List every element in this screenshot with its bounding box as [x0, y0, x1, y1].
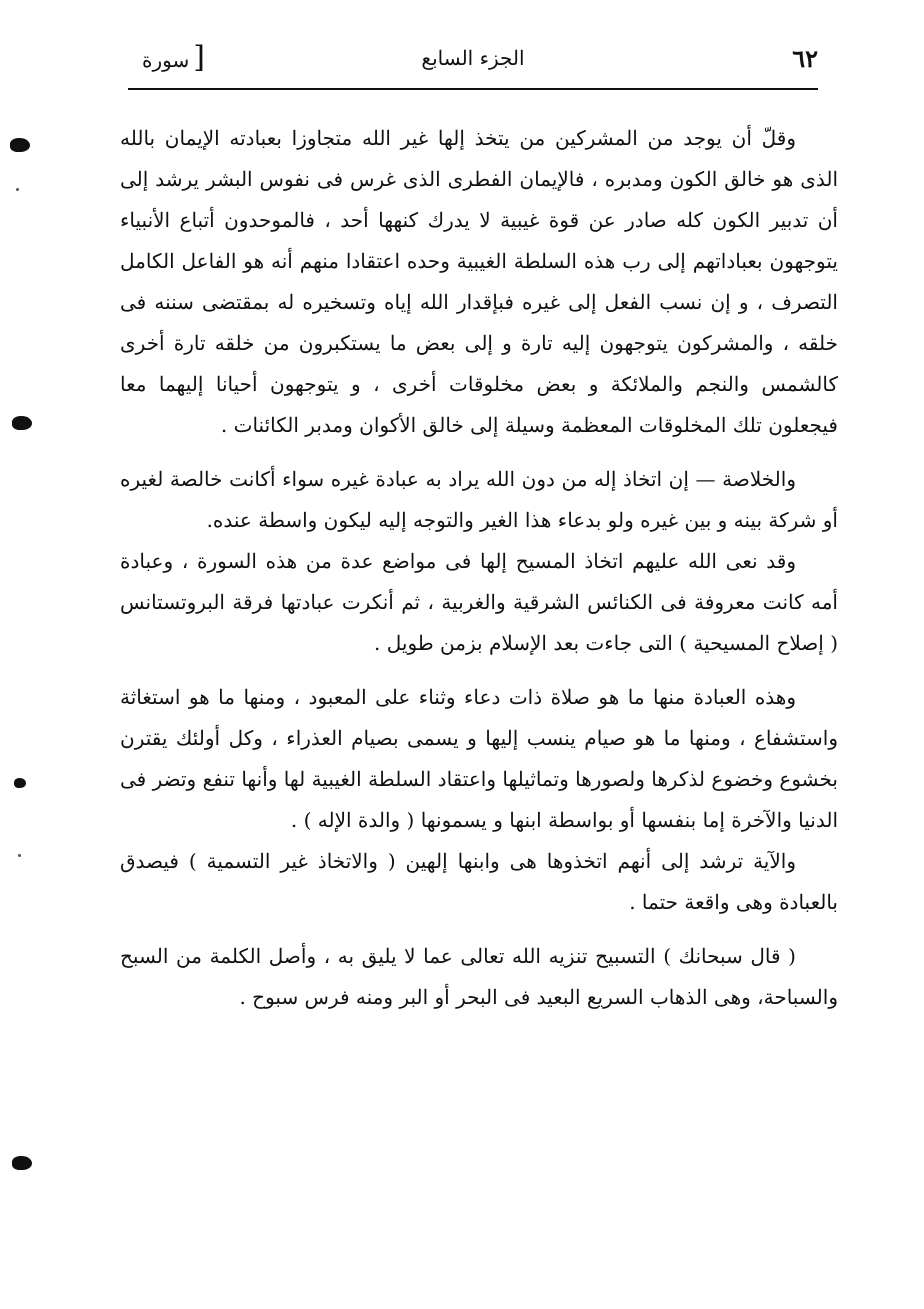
margin-ink-mark-icon: [12, 1156, 32, 1170]
paragraph-4: وهذه العبادة منها ما هو صلاة ذات دعاء وثناء على المعبود ، ومنها ما هو استغاثة واستشفاع ، ومنها ما هو صيام ينسب إليها و يسمى بصيام العذراء ، وكل أولئك يقترن بخشوع وخضوع لذكرها ولصورها وتماثيلها واعتقاد السلطة الغيبية لها وأنها تنفع وتضر فى الدنيا والآخرة إما بنفسها أو بواسطة ابنها و يسمونها ( والدة الإله ) .: [120, 685, 838, 832]
bracket-icon: [: [193, 40, 205, 75]
paragraph-6: ( قال سبحانك ) التسبيح تنزيه الله تعالى عما لا يليق به ، وأصل الكلمة من السبح والسباحة، وهى الذهاب السريع البعيد فى البحر أو البر ومنه فرس سبوح .: [120, 944, 838, 1009]
running-title: الجزء السابع: [421, 46, 525, 70]
page-number: ٦٢: [792, 44, 818, 73]
section-label-text: سورة: [142, 48, 190, 72]
margin-ink-mark-icon: [12, 416, 32, 430]
margin-ink-mark-icon: [10, 138, 30, 152]
page-header: [128, 36, 818, 88]
margin-speck: [18, 854, 21, 857]
section-label: [142, 40, 205, 75]
body-text: [120, 118, 838, 1018]
margin-ink-mark-icon: [14, 778, 26, 788]
paragraph-2: والخلاصة — إن اتخاذ إله من دون الله يراد به عبادة غيره سواء أكانت خالصة لغيره أو شركة بينه و بين غيره ولو بدعاء هذا الغير والتوجه إليه ليكون واسطة عنده.: [120, 467, 838, 532]
paragraph-3: وقد نعى الله عليهم اتخاذ المسيح إلها فى مواضع عدة من هذه السورة ، وعبادة أمه كانت معروفة فى الكنائس الشرقية والغربية ، ثم أنكرت عبادتها فرقة البروتستانس ( إصلاح المسيحية ) التى جاءت بعد الإسلام بزمن طويل .: [120, 549, 838, 655]
paragraph-1: وقلّ أن يوجد من المشركين من يتخذ إلها غير الله متجاوزا بعبادته الإيمان بالله الذى هو خالق الكون ومدبره ، فالإيمان الفطرى الذى غرس فى نفوس البشر يرشد إلى أن تدبير الكون كله صادر عن قوة غيبية لا يدرك كنهها أحد ، فالموحدون أتباع الأنبياء يتوجهون بعباداتهم إلى رب هذه السلطة الغيبية وحده اعتقادا منهم أنه هو الفاعل الكامل التصرف ، و إن نسب الفعل إلى غيره فبإقدار الله إياه وتسخيره له بمقتضى سننه فى خلقه ، والمشركون يتوجهون إليه تارة و إلى بعض ما يستكبرون من خلقه تارة أخرى كالشمس والنجم والملائكة و بعض مخلوقات أخرى ، و يتوجهون أحيانا إليهما معا فيجعلون تلك المخلوقات المعظمة وسيلة إلى خالق الأكوان ومدبر الكائنات .: [120, 126, 838, 437]
header-rule: [128, 88, 818, 90]
margin-speck: [16, 188, 19, 191]
paragraph-5: والآية ترشد إلى أنهم اتخذوها هى وابنها إلهين ( والاتخاذ غير التسمية ) فيصدق بالعبادة وهى واقعة حتما .: [120, 849, 838, 914]
